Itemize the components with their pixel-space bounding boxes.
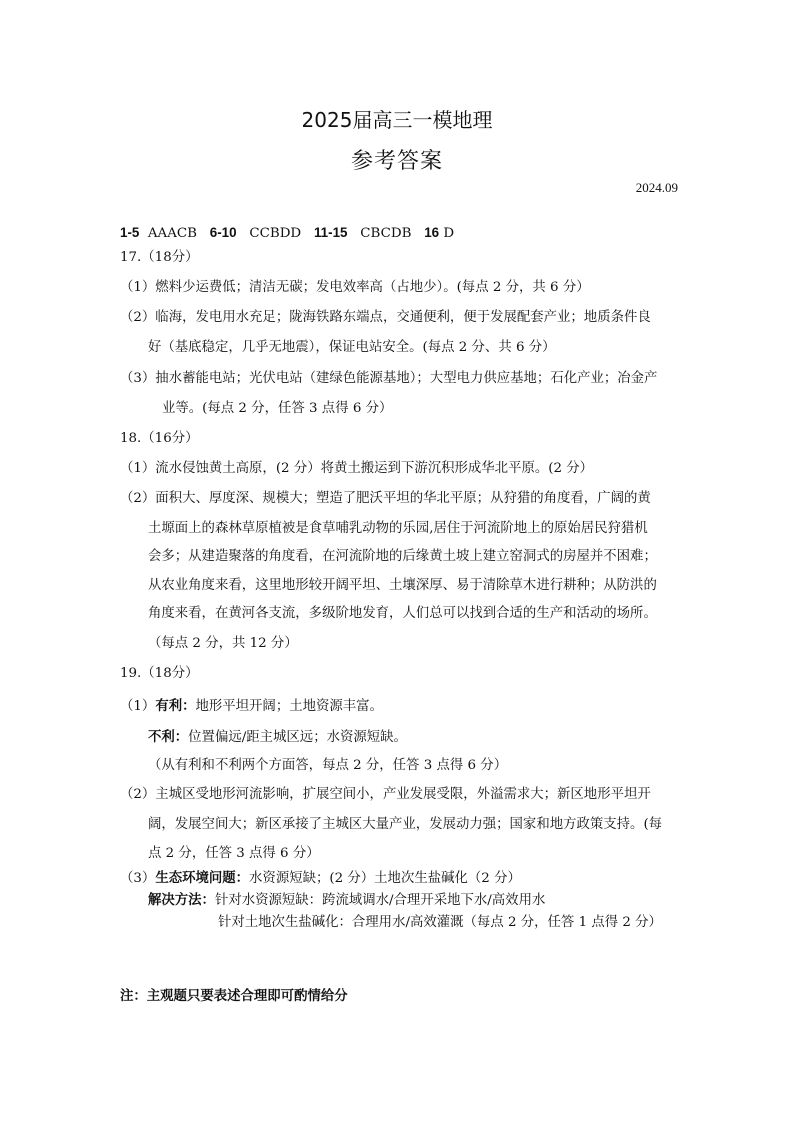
- q18-part2-line5: 角度来看，在黄河各支流，多级阶地发育，人们总可以找到合适的生产和活动的场所。: [148, 606, 657, 621]
- mc-answer-3: CBCDB: [360, 226, 412, 241]
- q19-solution-text: 针对水资源短缺：跨流域调水/合理开采地下水/高效用水: [214, 893, 546, 908]
- q19-favorable-text: 地形平坦开阔；土地资源丰富。: [195, 699, 383, 714]
- q17-part3-line1: （3）抽水蓄能电站；光伏电站（建绿色能源基地）；大型电力供应基地；石化产业；冶金产: [120, 371, 658, 386]
- q17-part3-line2: 业等。(每点 2 分，任答 3 点得 6 分）: [162, 401, 393, 416]
- q18-part2-line6: （每点 2 分，共 12 分）: [148, 636, 298, 651]
- q18-part2-line2: 土塬面上的森林草原植被是食草哺乳动物的乐园,居住于河流阶地上的原始居民狩猎机: [148, 521, 648, 536]
- q18-part2-line1: （2）面积大、厚度深、规模大；塑造了肥沃平坦的华北平原；从狩猎的角度看，广阔的黄: [120, 491, 651, 506]
- mc-answer-1: AAACB: [147, 226, 197, 241]
- document-title: 2025届高三一模地理: [301, 108, 493, 132]
- q17-part2-line1: （2）临海，发电用水充足；陇海铁路东端点，交通便利，便于发展配套产业；地质条件良: [120, 310, 651, 325]
- q18-part2-line4: 从农业角度来看，这里地形较开阔平坦、土壤深厚、易于清除草木进行耕种；从防洪的: [148, 578, 657, 593]
- mc-range-4: 16: [424, 225, 440, 240]
- document-date: 2024.09: [635, 180, 678, 195]
- q18-part1: （1）流水侵蚀黄土高原，(2 分）将黄土搬运到下游沉积形成华北平原。(2 分）: [120, 461, 594, 476]
- q19-part1-scoring: （从有利和不利两个方面答，每点 2 分，任答 3 点得 6 分）: [148, 758, 508, 773]
- q19-part3-number: （3）: [120, 871, 156, 886]
- q19-heading: 19.（18分）: [120, 666, 199, 681]
- q19-part3-solution-line2: 针对土地次生盐碱化：合理用水/高效灌溉（每点 2 分，任答 1 点得 2 分）: [218, 915, 662, 930]
- mc-answer-4: D: [443, 226, 455, 241]
- q17-part2-line2: 好（基底稳定，几乎无地震），保证电站安全。(每点 2 分、共 6 分）: [148, 340, 556, 355]
- q18-part2-line3: 会多；从建造聚落的角度看，在河流阶地的后缘黄土坡上建立窑洞式的房屋并不困难；: [148, 549, 657, 564]
- q19-part2-line2: 阔，发展空间大；新区承接了主城区大量产业，发展动力强；国家和地方政策支持。(每: [148, 817, 663, 832]
- q19-part1: [120, 697, 383, 716]
- grading-note: 注：主观题只要表述合理即可酌情给分: [120, 988, 348, 1004]
- mc-answer-2: CCBDD: [249, 226, 302, 241]
- q17-heading: 17.（18分）: [120, 250, 199, 265]
- mc-range-2: 6-10: [209, 225, 237, 240]
- q19-solution-label: 解决方法：: [148, 892, 215, 907]
- q19-part3: [120, 869, 521, 888]
- q19-eco-problem-text: 水资源短缺；(2 分）土地次生盐碱化（2 分）: [249, 871, 521, 886]
- mc-range-3: 11-15: [313, 225, 348, 240]
- q18-heading: 18.（16分）: [120, 431, 199, 446]
- mc-answers: [120, 224, 454, 243]
- q19-part3-solution: [148, 891, 545, 910]
- q19-favorable-label: 有利：: [155, 698, 196, 713]
- document-subtitle: 参考答案: [350, 149, 443, 174]
- q19-part1-number: （1）: [120, 699, 156, 714]
- q19-part1-unfavorable: [148, 728, 407, 747]
- q17-part1: （1）燃料少运费低；清洁无碳；发电效率高（占地少）。(每点 2 分，共 6 分）: [120, 280, 590, 295]
- q19-unfavorable-label: 不利：: [148, 729, 189, 744]
- q19-unfavorable-text: 位置偏远/距主城区远；水资源短缺。: [188, 730, 407, 745]
- q19-eco-problem-label: 生态环境问题：: [155, 870, 250, 885]
- q19-part2-line1: （2）主城区受地形河流影响，扩展空间小，产业发展受限，外溢需求大；新区地形平坦开: [120, 787, 651, 802]
- mc-range-1: 1-5: [120, 225, 140, 240]
- q19-part2-line3: 点 2 分，任答 3 点得 6 分）: [148, 846, 320, 861]
